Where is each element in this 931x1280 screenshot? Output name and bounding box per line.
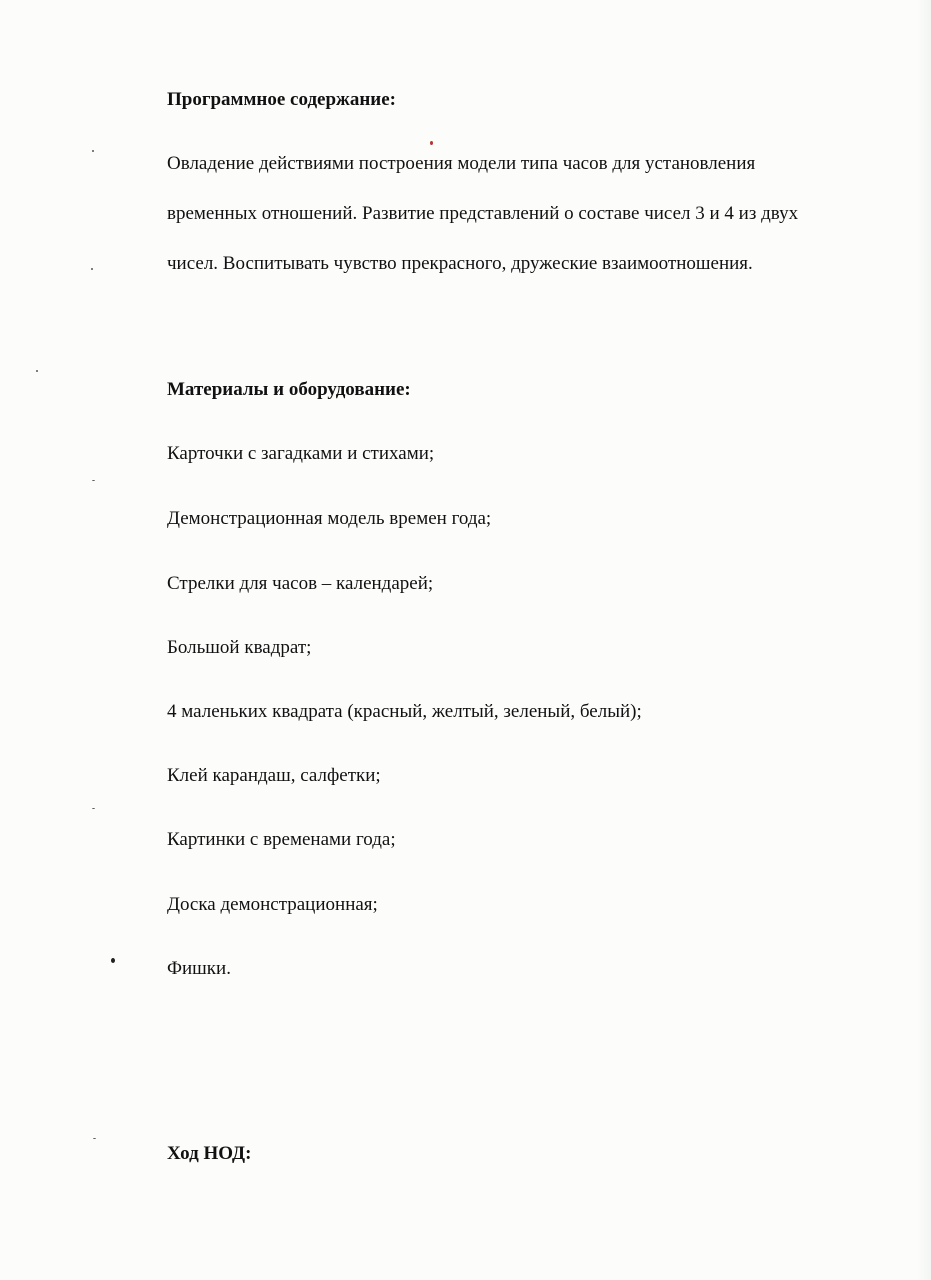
scan-speck	[91, 268, 93, 270]
material-item: 4 маленьких квадрата (красный, желтый, зеленый, белый);	[167, 701, 642, 722]
material-item: Демонстрационная модель времен года;	[167, 508, 492, 529]
scan-edge	[917, 0, 931, 1280]
program-heading: Программное содержание:	[167, 89, 396, 110]
materials-heading: Материалы и оборудование:	[167, 379, 411, 400]
program-line-3: чисел. Воспитывать чувство прекрасного, дружеские взаимоотношения.	[167, 253, 753, 274]
material-item: Стрелки для часов – календарей;	[167, 573, 434, 594]
material-item: Картинки с временами года;	[167, 829, 396, 850]
scan-speck	[36, 370, 38, 372]
scan-speck	[92, 150, 94, 152]
scan-speck	[92, 808, 95, 809]
scan-speck	[430, 141, 433, 145]
material-item: Фишки.	[167, 958, 231, 979]
scan-speck	[92, 480, 95, 481]
material-item: Клей карандаш, салфетки;	[167, 765, 381, 786]
course-heading: Ход НОД:	[167, 1143, 252, 1164]
program-line-1: Овладение действиями построения модели типа часов для установления	[167, 153, 756, 174]
scan-speck	[111, 958, 115, 963]
material-item: Большой квадрат;	[167, 637, 312, 658]
material-item: Карточки с загадками и стихами;	[167, 443, 435, 464]
material-item: Доска демонстрационная;	[167, 894, 378, 915]
scan-speck	[93, 1138, 96, 1139]
program-line-2: временных отношений. Развитие представлений о составе чисел 3 и 4 из двух	[167, 203, 799, 224]
